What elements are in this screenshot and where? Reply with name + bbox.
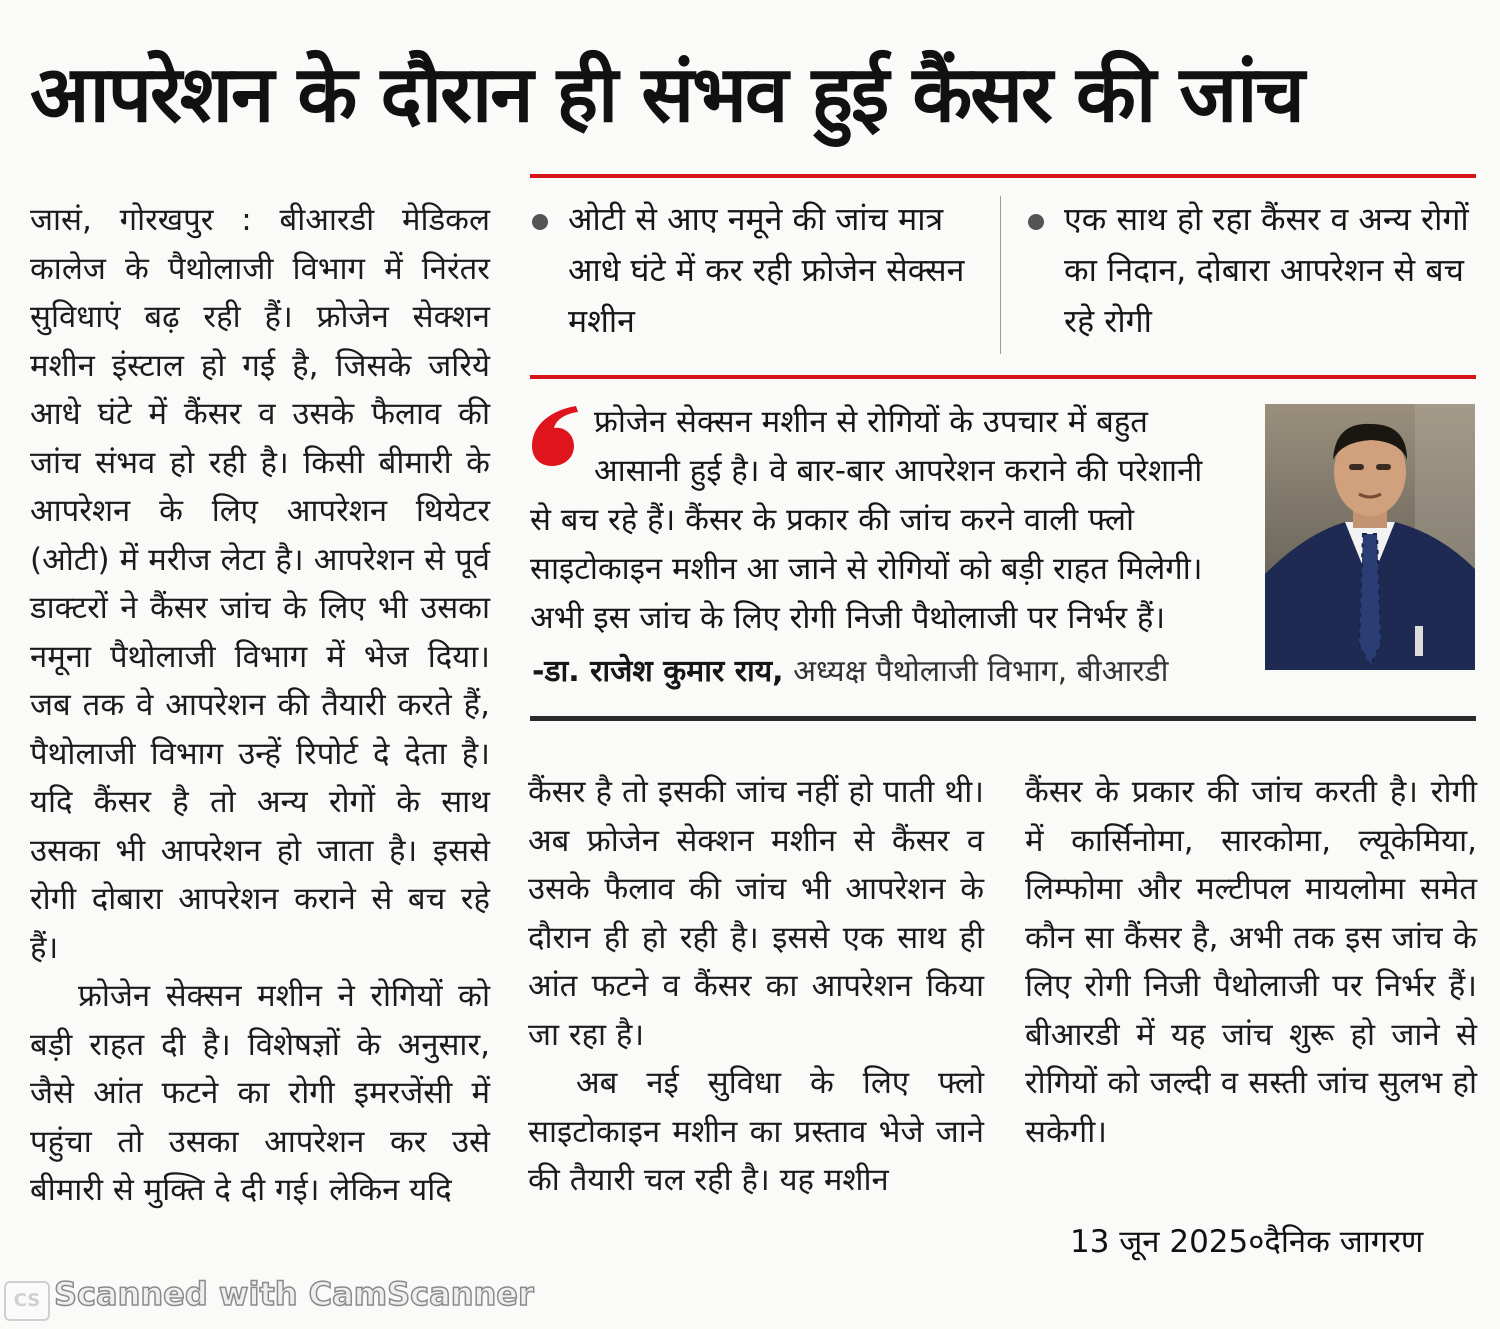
article-paragraph: फ्रोजेन सेक्सन मशीन ने रोगियों को बड़ी राहत दी है। विशेषज्ञों के अनुसार, जैसे आंत फटने का रोगी इमरजेंसी में पहुंचा तो उसका आपरेशन कर उसे बीमारी से मुक्ति दे दी गई। लेकिन यदि bbox=[30, 978, 490, 1208]
quote-line: फ्रोजेन सेक्सन मशीन से रोगियों के उपचार में बहुत bbox=[594, 404, 1148, 440]
attribution-name: -डा. राजेश कुमार राय, bbox=[532, 654, 784, 689]
article-column-1 bbox=[30, 196, 490, 1215]
bullet-icon bbox=[1028, 214, 1044, 230]
camscanner-logo-icon: CS bbox=[4, 1281, 50, 1321]
quote-attribution bbox=[532, 650, 1232, 694]
quote-line: से बच रहे हैं। कैंसर के प्रकार की जांच करने वाली फ्लो साइटोकाइन मशीन आ जाने से रोगियों को बड़ी राहत मिलेगी। अभी इस जांच के लिए रोगी निजी पैथोलाजी पर निर्भर हैं। bbox=[530, 502, 1203, 636]
article-paragraph: कैंसर है तो इसकी जांच नहीं हो पाती थी। अब फ्रोजेन सेक्शन मशीन से कैंसर व उसके फैलाव की जांच भी आपरेशन के दौरान ही हो रही है। इससे एक साथ ही आंत फटने व कैंसर का आपरेशन किया जा रहा है। bbox=[528, 774, 984, 1053]
article-paragraph: जासं, गोरखपुर : बीआरडी मेडिकल कालेज के पैथोलाजी विभाग में निरंतर सुविधाएं बढ़ रही हैं। फ्रोजेन सेक्शन मशीन इंस्टाल हो गई है, जिसके जरिये आधे घंटे में कैंसर व उसके फैलाव की जांच संभव हो रही है। किसी बीमारी के आपरेशन के लिए आपरेशन थियेटर (ओटी) में मरीज लेटा है। आपरेशन से पूर्व डाक्टरों ने कैंसर जांच के लिए भी उसका नमूना पैथोलाजी विभाग में भेज दिया। जब तक वे आपरेशन की तैयारी करते हैं, पैथोलाजी विभाग उन्हें रिपोर्ट दे देता है। यदि कैंसर है तो अन्य रोगों के साथ उसका भी आपरेशन हो जाता है। इससे रोगी दोबारा आपरेशन कराने से बच रहे हैं। bbox=[30, 202, 490, 966]
divider-vertical bbox=[1000, 196, 1001, 354]
highlight-bullet-2 bbox=[1028, 194, 1478, 347]
highlight-bullet-1 bbox=[532, 194, 982, 347]
highlight-text: एक साथ हो रहा कैंसर व अन्य रोगों का निदान, दोबारा आपरेशन से बच रहे रोगी bbox=[1064, 200, 1469, 340]
article-column-3 bbox=[1025, 768, 1477, 1156]
article-paragraph: कैंसर के प्रकार की जांच करती है। रोगी में कार्सिनोमा, सारकोमा, ल्यूकेमिया, लिम्फोमा और मल्टीपल मायलोमा समेत कौन सा कैंसर है, अभी तक इस जांच के लिए रोगी निजी पैथोलाजी पर निर्भर हैं। बीआरडी में यह जांच शुरू हो जाने से रोगियों को जल्दी व सस्ती जांच सुलभ हो सकेगी। bbox=[1025, 774, 1477, 1150]
highlight-text: ओटी से आए नमूने की जांच मात्र आधे घंटे में कर रही फ्रोजेन सेक्सन मशीन bbox=[568, 200, 965, 340]
article-column-2 bbox=[528, 768, 984, 1205]
headline: आपरेशन के दौरान ही संभव हुई कैंसर की जांच bbox=[30, 50, 1303, 140]
attribution-role: अध्यक्ष पैथोलाजी विभाग, बीआरडी bbox=[793, 654, 1169, 689]
quote-line: आसानी हुई है। वे बार-बार आपरेशन कराने की परेशानी bbox=[594, 453, 1203, 489]
divider-red-top bbox=[530, 174, 1476, 178]
bullet-icon bbox=[532, 214, 548, 230]
date-source: 13 जून 2025०दैनिक जागरण bbox=[1070, 1224, 1424, 1260]
article-paragraph: अब नई सुविधा के लिए फ्लो साइटोकाइन मशीन का प्रस्ताव भेजे जाने की तैयारी चल रही है। यह मशीन bbox=[528, 1065, 984, 1198]
scanner-watermark: Scanned with CamScanner bbox=[54, 1275, 534, 1313]
portrait-photo bbox=[1265, 404, 1475, 670]
divider-black bbox=[530, 716, 1476, 721]
divider-red-middle bbox=[530, 375, 1476, 379]
pull-quote bbox=[530, 398, 1230, 643]
